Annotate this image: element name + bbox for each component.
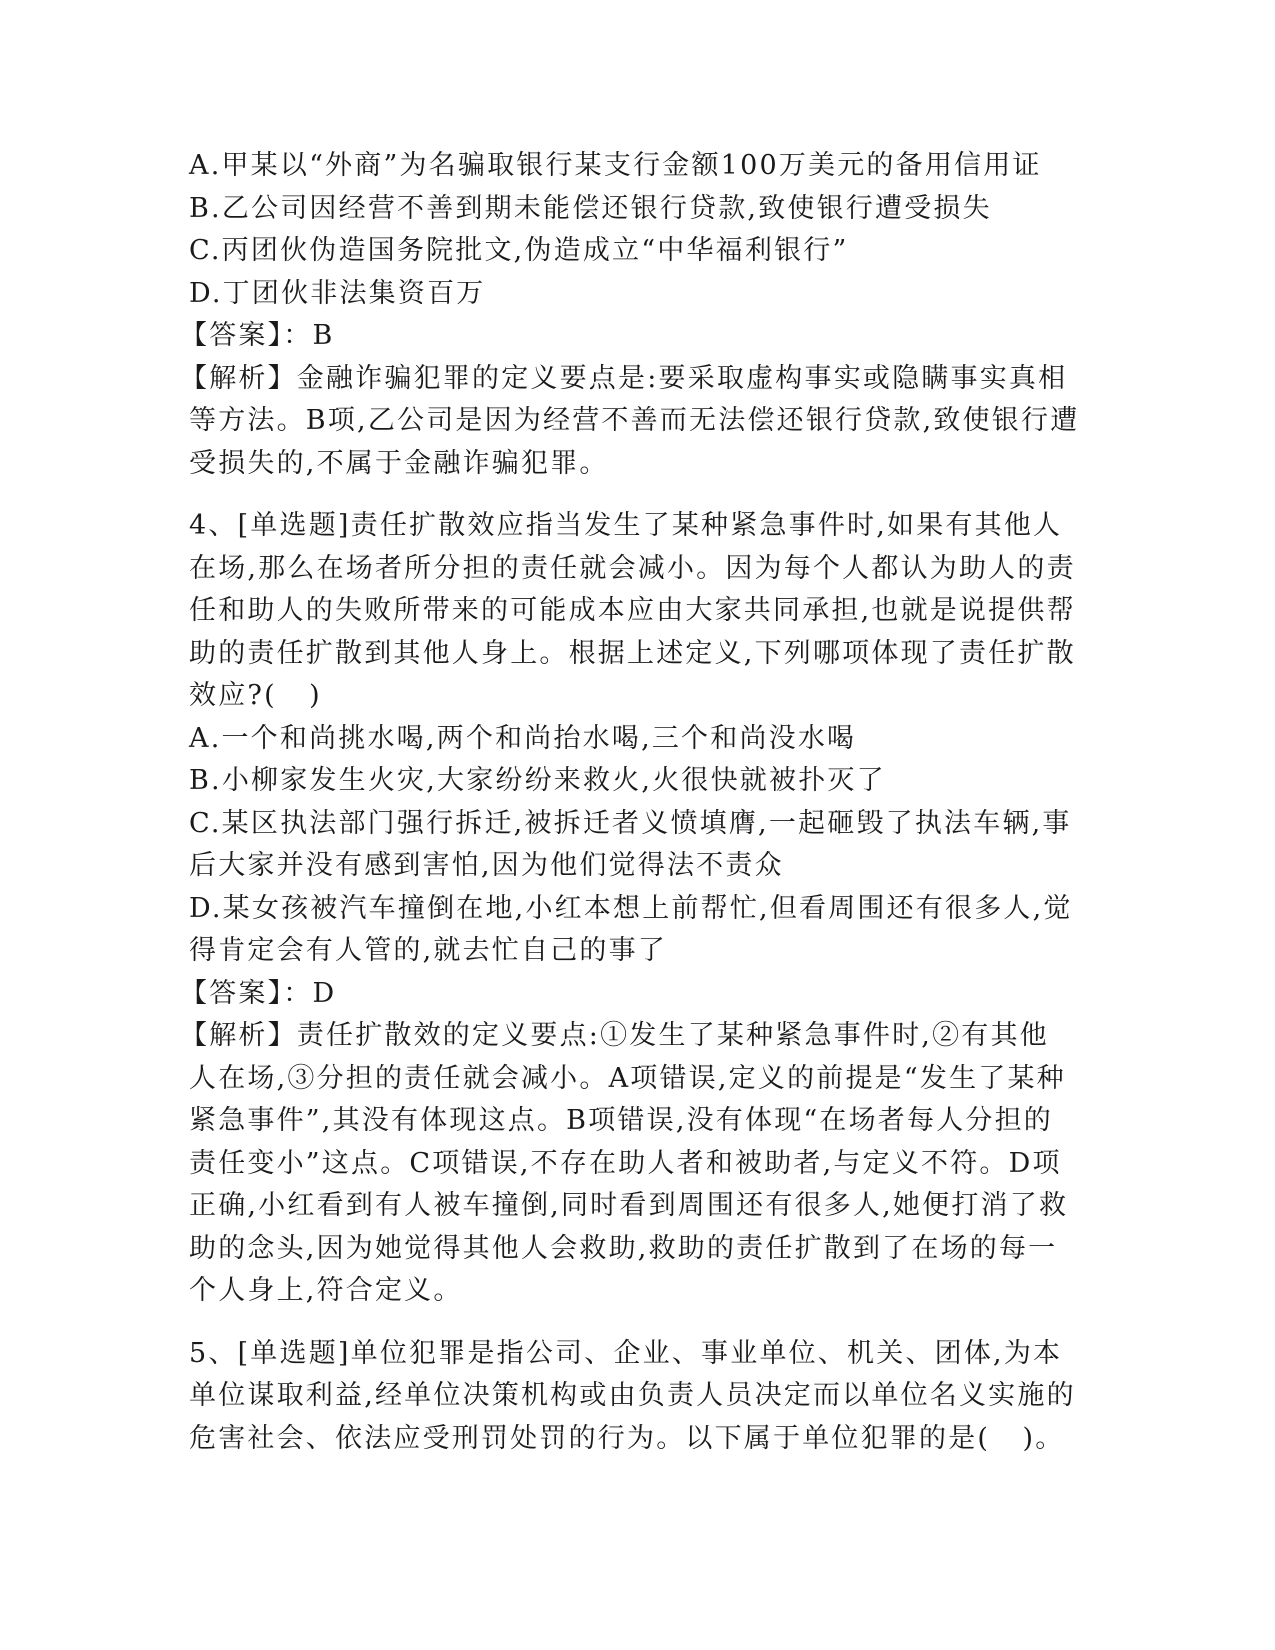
spacer xyxy=(189,485,1089,505)
q4-option-d-cont: 得肯定会有人管的,就去忙自己的事了 xyxy=(189,935,667,966)
q4-analysis-line: 责任变小”这点。C项错误,不存在助人者和被助者,与定义不符。D项 xyxy=(189,1147,1062,1179)
q4-answer: 【答案】：D xyxy=(180,977,337,1009)
q4-analysis-line: 【解析】责任扩散效的定义要点:①发生了某种紧急事件时,②有其他 xyxy=(180,1020,1049,1051)
q4-stem-line: 助的责任扩散到其他人身上。根据上述定义,下列哪项体现了责任扩散 xyxy=(189,637,1076,669)
q5-stem-line: 单位谋取利益,经单位决策机构或由负责人员决定而以单位名义实施的 xyxy=(189,1380,1076,1411)
q4-option-c: C.某区执法部门强行拆迁,被拆迁者义愤填膺,一起砸毁了执法车辆,事 xyxy=(189,807,1072,839)
spacer xyxy=(189,1313,1089,1333)
q3-option-c: C.丙团伙伪造国务院批文,伪造成立“中华福利银行” xyxy=(189,235,849,266)
q3-analysis xyxy=(180,358,1089,486)
q5-stem-line: 5、[单选题]单位犯罪是指公司、企业、事业单位、机关、团体,为本 xyxy=(189,1337,1063,1369)
q3-answer: 【答案】：B xyxy=(180,320,335,351)
q4-option-d: D.某女孩被汽车撞倒在地,小红本想上前帮忙,但看周围还有很多人,觉 xyxy=(189,892,1073,924)
q4-analysis-line: 个人身上,符合定义。 xyxy=(189,1275,463,1306)
q4-analysis xyxy=(180,1015,1089,1313)
q3-analysis-line: 【解析】金融诈骗犯罪的定义要点是:要采取虚构事实或隐瞒事实真相 xyxy=(180,362,1068,394)
q4-options xyxy=(189,718,1089,973)
q5-stem xyxy=(189,1333,1089,1461)
q4-analysis-line: 人在场,③分担的责任就会减小。A项错误,定义的前提是“发生了某种 xyxy=(189,1062,1066,1094)
q4-stem-line: 任和助人的失败所带来的可能成本应由大家共同承担,也就是说提供帮 xyxy=(189,595,1076,626)
q3-option-d: D.丁团伙非法集资百万 xyxy=(189,277,486,309)
q4-stem-line: 4、[单选题]责任扩散效应指当发生了某种紧急事件时,如果有其他人 xyxy=(189,510,1063,541)
q3-analysis-line: 受损失的,不属于金融诈骗犯罪。 xyxy=(189,447,609,479)
q4-option-c-cont: 后大家并没有感到害怕,因为他们觉得法不责众 xyxy=(189,850,784,881)
q4-analysis-line: 紧急事件”,其没有体现这点。B项错误,没有体现“在场者每人分担的 xyxy=(189,1105,1054,1136)
q3-options xyxy=(189,145,1089,315)
q4-stem-line: 效应?( ) xyxy=(189,680,322,711)
q4-option-b: B.小柳家发生火灾,大家纷纷来救火,火很快就被扑灭了 xyxy=(189,765,886,796)
q4-stem-line: 在场,那么在场者所分担的责任就会减小。因为每个人都认为助人的责 xyxy=(189,552,1076,584)
q4-stem xyxy=(189,505,1089,718)
q3-option-a: A.甲某以“外商”为名骗取银行某支行金额100万美元的备用信用证 xyxy=(189,150,1042,181)
document-content xyxy=(180,145,1089,1460)
q4-option-a: A.一个和尚挑水喝,两个和尚抬水喝,三个和尚没水喝 xyxy=(189,722,857,754)
q5-stem-line: 危害社会、依法应受刑罚处罚的行为。以下属于单位犯罪的是( )。 xyxy=(189,1422,1065,1454)
q3-analysis-line: 等方法。B项,乙公司是因为经营不善而无法偿还银行贷款,致使银行遭 xyxy=(189,405,1080,436)
q4-analysis-line: 正确,小红看到有人被车撞倒,同时看到周围还有很多人,她便打消了救 xyxy=(189,1190,1069,1221)
q4-analysis-line: 助的念头,因为她觉得其他人会救助,救助的责任扩散到了在场的每一 xyxy=(189,1232,1058,1264)
q3-option-b: B.乙公司因经营不善到期未能偿还银行贷款,致使银行遭受损失 xyxy=(189,192,992,224)
